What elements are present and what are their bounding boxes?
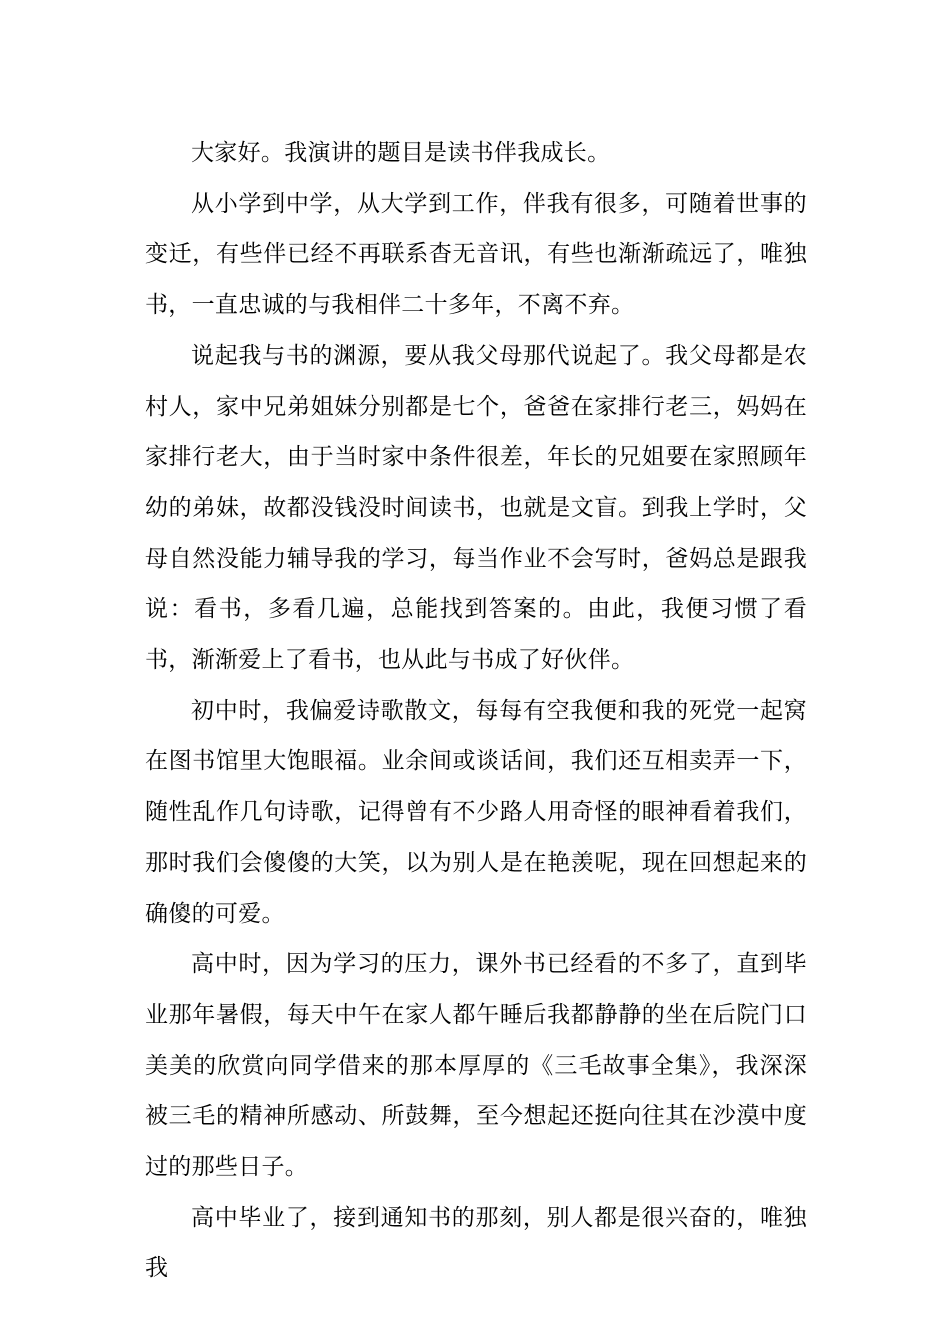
speech-body xyxy=(145,128,807,1294)
paragraph-senior-high: 高中时，因为学习的压力，课外书已经看的不多了，直到毕业那年暑假，每天中午在家人都午睡后我都静静的坐在后院门口美美的欣赏向同学借来的那本厚厚的《三毛故事全集》，我深深被三毛的精神所感动、所鼓舞，至今想起还挺向往其在沙漠中度过的那些日子。 xyxy=(145,951,807,1181)
paragraph-greeting: 大家好。我演讲的题目是读书伴我成长。 xyxy=(191,140,611,166)
paragraph-origin: 说起我与书的渊源，要从我父母那代说起了。我父母都是农村人，家中兄弟姐妹分别都是七个，爸爸在家排行老三，妈妈在家排行老大，由于当时家中条件很差，年长的兄姐要在家照顾年幼的弟妹，故都没钱没时间读书，也就是文盲。到我上学时，父母自然没能力辅导我的学习，每当作业不会写时，爸妈总是跟我说：看书，多看几遍，总能找到答案的。由此，我便习惯了看书，渐渐爱上了看书，也从此与书成了好伙伴。 xyxy=(145,342,807,674)
paragraph-junior-high: 初中时，我偏爱诗歌散文，每每有空我便和我的死党一起窝在图书馆里大饱眼福。业余间或谈话间，我们还互相卖弄一下，随性乱作几句诗歌，记得曾有不少路人用奇怪的眼神看着我们，那时我们会傻傻的大笑，以为别人是在艳羡呢，现在回想起来的确傻的可爱。 xyxy=(145,697,807,927)
paragraph-companions: 从小学到中学，从大学到工作，伴我有很多，可随着世事的变迁，有些伴已经不再联系杳无音讯，有些也渐渐疏远了，唯独书，一直忠诚的与我相伴二十多年，不离不弃。 xyxy=(145,190,807,319)
paragraph-graduation: 高中毕业了，接到通知书的那刻，别人都是很兴奋的，唯独我 xyxy=(145,1204,807,1282)
